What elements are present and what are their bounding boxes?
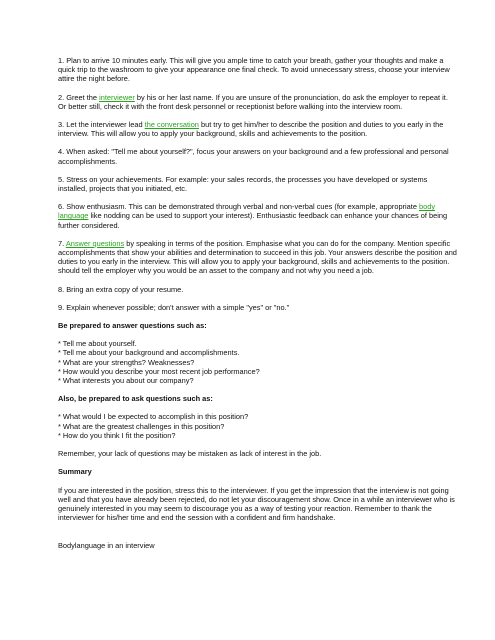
tip-3-pre: 3. Let the interviewer lead: [58, 120, 145, 130]
tip-2-post: by his or her last name. If you are unsure of the pronunciation, do ask the employer to repeat it. Or better still, check it with the front desk personnel or receptionist before walking into the interview room.: [58, 92, 448, 111]
list-item: * How would you describe your most recent job performance?: [58, 366, 260, 376]
tip-6: [58, 202, 458, 230]
summary-heading: Summary: [58, 467, 92, 477]
tip-1: 1. Plan to arrive 10 minutes early. This will give you ample time to catch your breath, gather your thoughts and make a quick trip to the washroom to give your appearance one final check. To avoid unnecessary stress, choose your interview attire the night before.: [58, 56, 450, 84]
answer-questions-link[interactable]: Answer questions: [65, 238, 125, 248]
tip-2-pre: 2. Greet the: [58, 92, 100, 102]
footer-caption: Bodylanguage in an interview: [58, 541, 155, 551]
tip-4: 4. When asked: "Tell me about yourself?", focus your answers on your background and a few professional and personal accomplishments.: [58, 147, 449, 166]
tip-2: [58, 93, 458, 111]
answer-questions-heading: Be prepared to answer questions such as:: [58, 321, 207, 331]
tip-5: 5. Stress on your achievements. For example: your sales records, the processes you have developed or systems installed, projects that you initiated, etc.: [58, 174, 428, 194]
tip-3-post: but try to get him/her to describe the position and duties to you early in the interview. This will allow you to apply your background, skills and achievements to the position.: [58, 120, 444, 139]
conversation-link[interactable]: the conversation: [144, 120, 199, 130]
summary-text: If you are interested in the position, stress this to the interviewer. If you get the impression that the interview is not going well and that you have already been rejected, do not let your discouragement show. Once in a while an interviewer who is genuinely interested in you may seem to discourage you as a way of testing your reaction. Remember to thank the interviewer for his/her time and end the session with a confident and firm handshake.: [58, 485, 455, 523]
tip-3: [58, 120, 458, 138]
tip-6-pre: 6. Show enthusiasm. This can be demonstrated through verbal and non-verbal cues (for example, appropriate: [58, 202, 419, 212]
tip-8: 8. Bring an extra copy of your resume.: [58, 284, 184, 294]
tip-7: [58, 239, 458, 276]
list-item: * What are the greatest challenges in this position?: [58, 421, 225, 431]
tip-7-post: by speaking in terms of the position. Emphasise what you can do for the company. Mention specific accomplishments that show your abilities and determination to succeed in this job. Your answers describe the position and duties to you early in the interview. This will allow you to apply your background, skills and achievements to the position. should tell the employer why you would be an asset to the company and not why you need a job.: [58, 238, 457, 276]
answer-questions-list: [58, 339, 458, 385]
list-item: * Tell me about yourself.: [58, 339, 137, 349]
body-language-link[interactable]: body language: [58, 202, 436, 221]
document-page: [58, 56, 458, 560]
tip-6-post: like nodding can be used to support your interest). Enthusiastic feedback can enhance your chances of being further considered.: [58, 211, 448, 230]
list-item: * What interests you about our company?: [58, 376, 194, 386]
remember-note: Remember, your lack of questions may be mistaken as lack of interest in the job.: [58, 449, 322, 459]
list-item: * What are your strengths? Weaknesses?: [58, 357, 195, 367]
ask-questions-heading: Also, be prepared to ask questions such as:: [58, 394, 213, 404]
interviewer-link[interactable]: interviewer: [99, 92, 135, 102]
list-item: * Tell me about your background and accomplishments.: [58, 348, 240, 358]
tip-9: 9. Explain whenever possible; don't answer with a simple "yes" or "no.": [58, 302, 290, 312]
list-item: * What would I be expected to accomplish in this position?: [58, 412, 249, 422]
ask-questions-list: [58, 412, 458, 440]
list-item: * How do you think I fit the position?: [58, 430, 176, 440]
tip-7-pre: 7.: [58, 238, 66, 248]
